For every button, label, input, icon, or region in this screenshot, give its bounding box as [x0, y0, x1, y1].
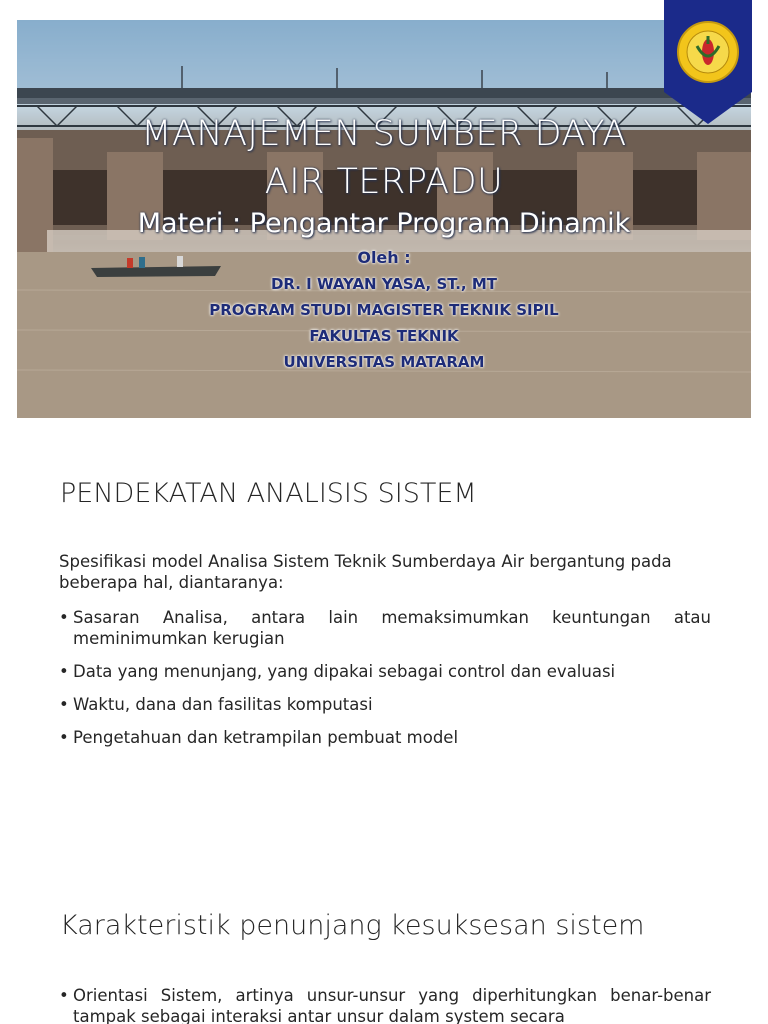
presentation-title-line-2: AIR TERPADU [264, 162, 504, 202]
bullet-icon: • [59, 608, 69, 627]
faculty-name: FAKULTAS TEKNIK [309, 327, 459, 345]
list-item: • Sasaran Analisa, antara lain memaksimumkan keuntungan atau meminimumkan kerugian [59, 608, 711, 648]
byline-label: Oleh : [357, 248, 411, 267]
section-heading: PENDEKATAN ANALISIS SISTEM [60, 478, 477, 509]
bullet-icon: • [59, 662, 69, 681]
list-item: • Orientasi Sistem, artinya unsur-unsur yang diperhitungkan benar-benar tampak sebagai interaksi antar unsur dalam system secara [59, 986, 711, 1024]
presentation-subtitle: Materi : Pengantar Program Dinamik [137, 208, 631, 239]
bullet-icon: • [59, 986, 69, 1005]
intro-paragraph: Spesifikasi model Analisa Sistem Teknik Sumberdaya Air bergantung pada beberapa hal, diantaranya: [59, 552, 672, 592]
title-slide [17, 20, 751, 418]
presentation-title-line-1: MANAJEMEN SUMBER DAYA [141, 114, 627, 154]
bullet-list [59, 607, 711, 760]
bullet-icon: • [59, 695, 69, 714]
list-item: • Data yang menunjang, yang dipakai sebagai control dan evaluasi [59, 662, 616, 681]
bullet-icon: • [59, 728, 69, 747]
university-logo-badge [664, 0, 752, 124]
list-item: • Waktu, dana dan fasilitas komputasi [59, 695, 373, 714]
university-name: UNIVERSITAS MATARAM [283, 353, 485, 371]
program-name: PROGRAM STUDI MAGISTER TEKNIK SIPIL [209, 301, 559, 319]
list-item: • Pengetahuan dan ketrampilan pembuat model [59, 728, 459, 747]
section-heading: Karakteristik penunjang kesuksesan sistem [60, 910, 645, 941]
bullet-list [59, 985, 711, 1024]
author-name: DR. I WAYAN YASA, ST., MT [270, 275, 498, 293]
